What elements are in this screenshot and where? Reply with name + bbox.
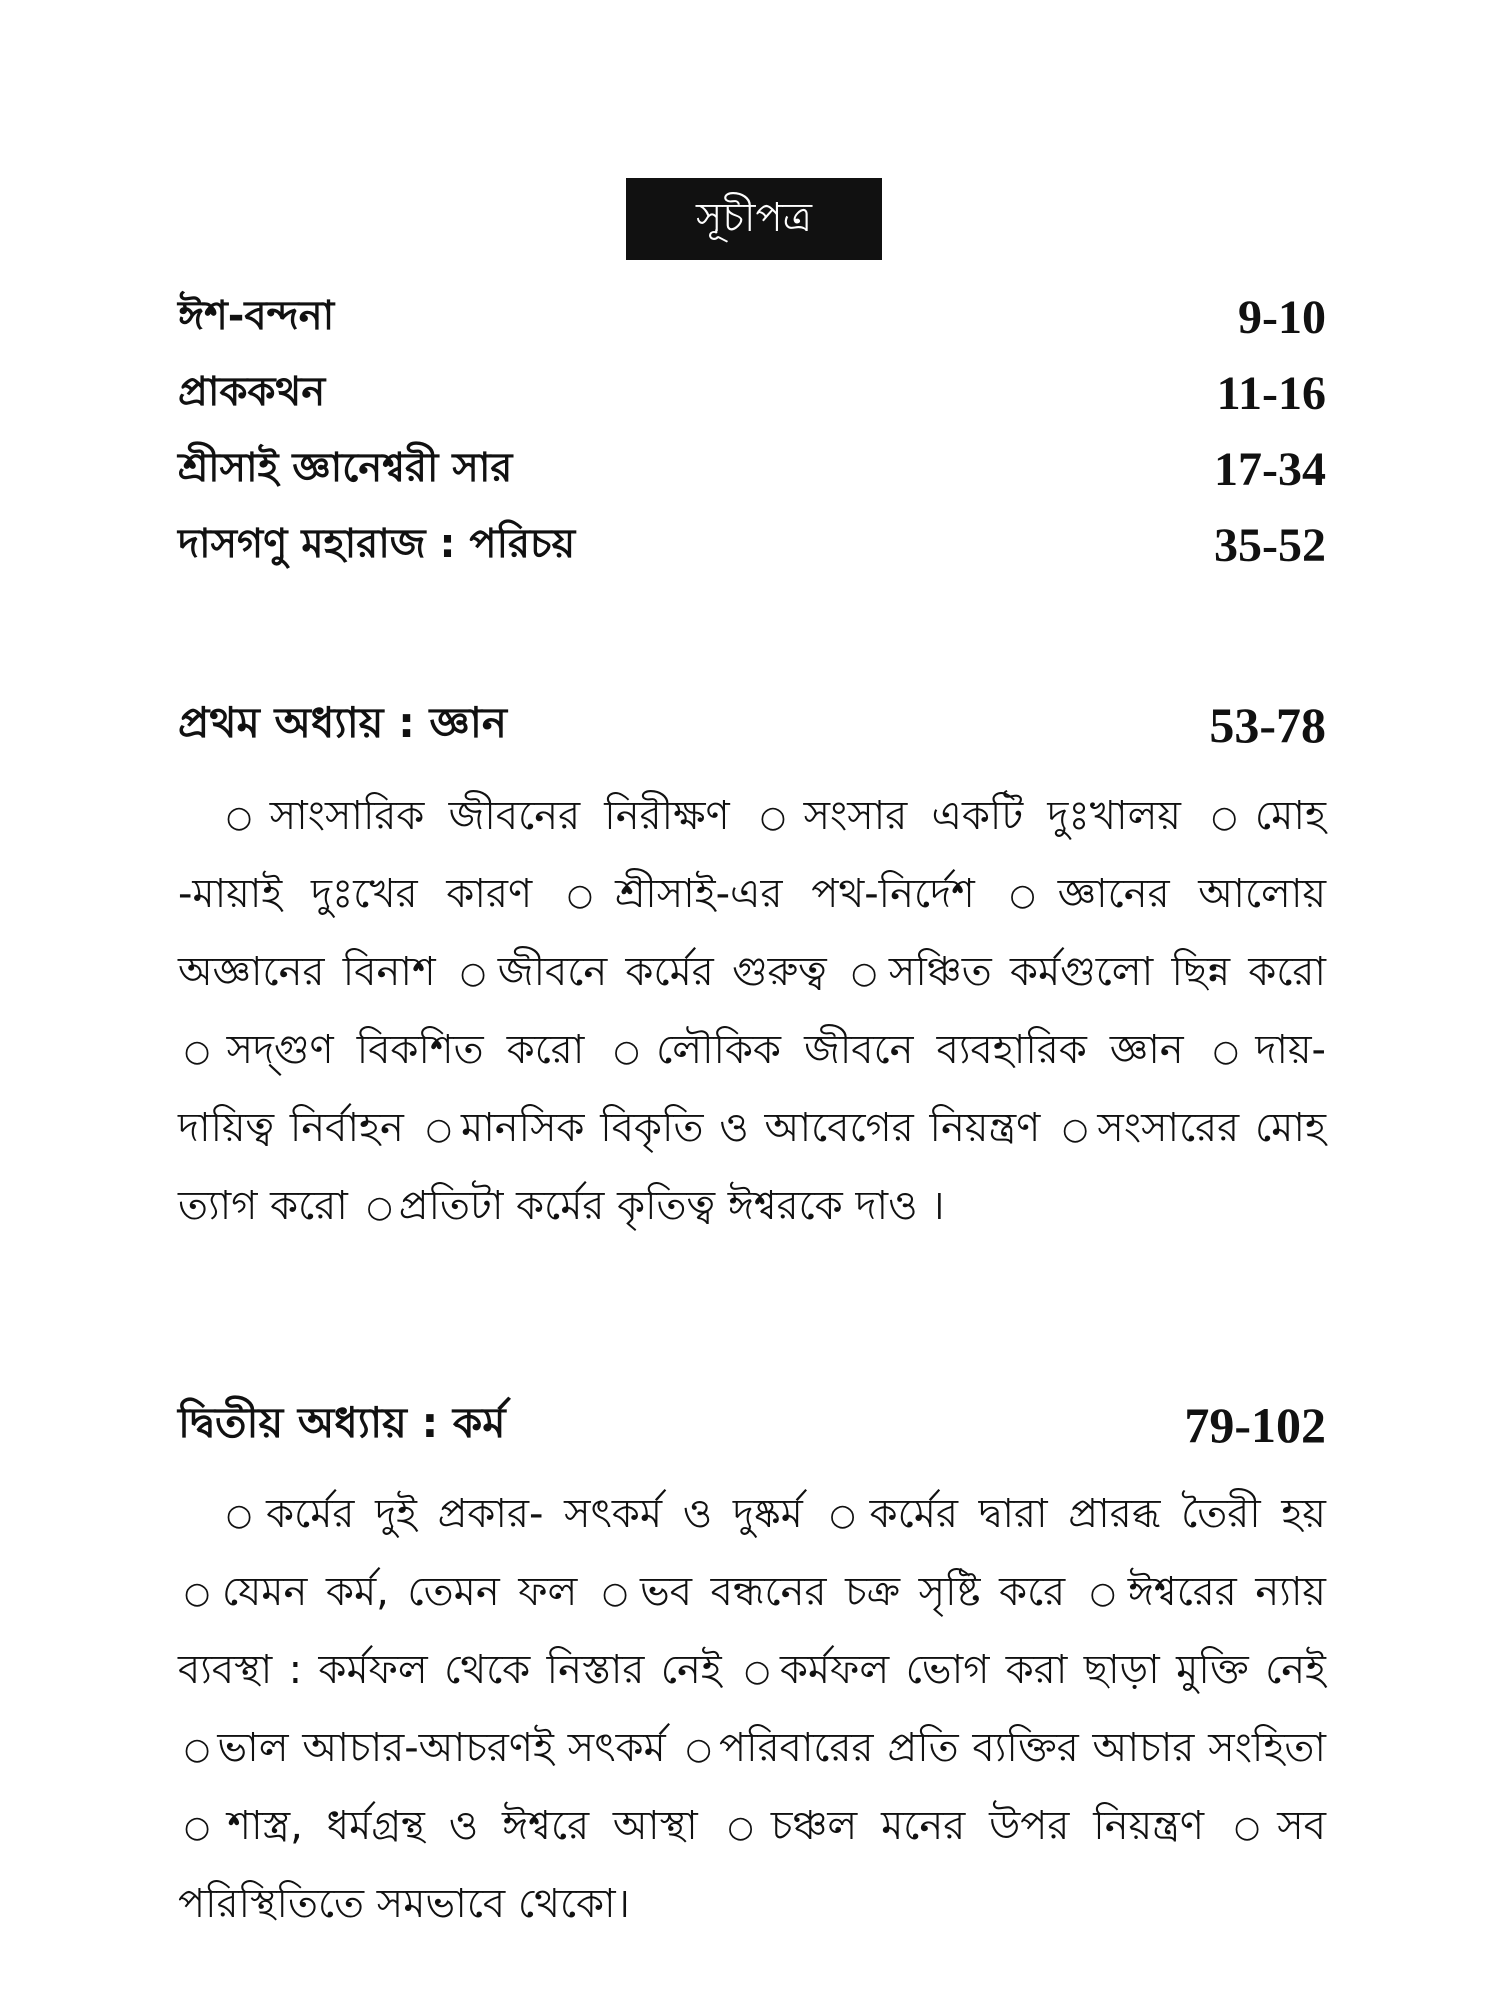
topic-item: শ্রীসাই-এর পথ-নির্দেশ [615,871,975,917]
chapter-pages: 53-78 [1209,697,1326,753]
toc-entry-title: শ্রীসাই জ্ঞানেশ্বরী সার [178,444,513,491]
topic-item: লৌকিক জীবনে ব্যবহারিক জ্ঞান [656,1027,1184,1073]
toc-entry-pages: 11-16 [1216,366,1326,420]
topic-item: মানসিক বিকৃতি ও আবেগের নিয়ন্ত্রণ [460,1105,1041,1151]
chapter-topics [178,1476,1326,1943]
toc-entry [178,438,1326,500]
topic-item: প্রতিটা কর্মের কৃতিত্ব ঈশ্বরকে দাও । [398,1183,945,1229]
topic-item: সব পরিস্থিতিতে সমভাবে থেকো। [178,1803,1326,1927]
topic-item: কর্মফল ভোগ করা ছাড়া মুক্তি নেই [779,1647,1326,1693]
bullet-circle-icon: ○ [566,878,610,913]
topic-item: কর্মের দুই প্রকার- সৎকর্ম ও দুষ্কর্ম [266,1491,803,1537]
bullet-circle-icon: ○ [184,1732,212,1767]
topic-item: ঈশ্বরের ন্যায় ব্যবস্থা : কর্মফল থেকে নিস্তার নেই [178,1569,1326,1693]
topic-item: পরিবারের প্রতি ব্যক্তির আচার সংহিতা [718,1725,1326,1771]
topic-item: সাংসারিক জীবনের নিরীক্ষণ [269,793,730,839]
bullet-circle-icon: ○ [685,1732,713,1767]
bullet-circle-icon: ○ [459,956,492,991]
bullet-circle-icon: ○ [184,1576,217,1611]
bullet-circle-icon: ○ [613,1034,651,1069]
chapter-title: প্রথম অধ্যায় : জ্ঞান [178,697,507,747]
chapter-heading [178,1390,1326,1460]
bullet-circle-icon: ○ [851,956,883,991]
bullet-circle-icon: ○ [184,1034,221,1069]
topic-item: সংসার একটি দুঃখালয় [803,793,1181,839]
topic-item: জ্ঞানের আলোয় অজ্ঞানের বিনাশ [178,871,1327,995]
toc-entry [178,514,1326,576]
toc-entry-pages: 17-34 [1214,442,1326,496]
bullet-circle-icon: ○ [425,1112,455,1147]
bullet-circle-icon: ○ [601,1576,634,1611]
topic-item: ভব বন্ধনের চক্র সৃষ্টি করে [639,1569,1066,1615]
toc-entry-pages: 35-52 [1214,518,1326,572]
topic-item: চঞ্চল মনের উপর নিয়ন্ত্রণ [770,1803,1205,1849]
bullet-circle-icon: ○ [1233,1810,1272,1845]
bullet-circle-icon: ○ [184,1810,222,1845]
topic-item: সদ্‌গুণ বিকশিত করো [226,1027,585,1073]
topic-item: দায়- দায়িত্ব নির্বাহন [178,1027,1326,1151]
toc-entry [178,362,1326,424]
contents-title-box [626,178,882,260]
bullet-circle-icon: ○ [1212,1034,1250,1069]
chapter-heading [178,690,1326,760]
topic-item: যেমন কর্ম, তেমন ফল [222,1569,578,1615]
topic-item: মোহ -মায়াই দুঃখের কারণ [178,793,1326,917]
chapter-pages: 79-102 [1184,1397,1326,1453]
topic-item: শাস্ত্র, ধর্মগ্রন্থ ও ঈশ্বরে আস্থা [227,1803,698,1849]
bullet-circle-icon: ○ [226,1498,261,1533]
toc-entry-title: দাসগণু মহারাজ : পরিচয় [178,520,576,567]
chapter-title: দ্বিতীয় অধ্যায় : কর্ম [178,1397,506,1447]
bullet-circle-icon: ○ [759,800,798,835]
bullet-circle-icon: ○ [1089,1576,1122,1611]
bullet-circle-icon: ○ [226,800,264,835]
topic-item: সংসারের মোহ ত্যাগ করো [178,1105,1327,1229]
bullet-circle-icon: ○ [1211,800,1249,835]
bullet-circle-icon: ○ [366,1190,393,1225]
topic-item: জীবনে কর্মের গুরুত্ব [497,949,827,995]
bullet-circle-icon: ○ [744,1654,774,1689]
bullet-circle-icon: ○ [727,1810,765,1845]
contents-title: সূচীপত্র [696,194,812,241]
toc-entry-title: প্রাককথন [178,368,326,415]
toc-entry-pages: 9-10 [1238,290,1326,344]
topic-item: ভাল আচার-আচরণই সৎকর্ম [217,1725,666,1771]
topic-item: কর্মের দ্বারা প্রারব্ধ তৈরী হয় [869,1491,1326,1537]
chapter-topics [178,778,1326,1246]
bullet-circle-icon: ○ [1062,1112,1092,1147]
topic-item: সঞ্চিত কর্মগুলো ছিন্ন করো [888,949,1327,995]
toc-entry [178,286,1326,348]
toc-entry-title: ঈশ-বন্দনা [178,292,335,339]
bullet-circle-icon: ○ [1009,878,1052,913]
bullet-circle-icon: ○ [829,1498,864,1533]
